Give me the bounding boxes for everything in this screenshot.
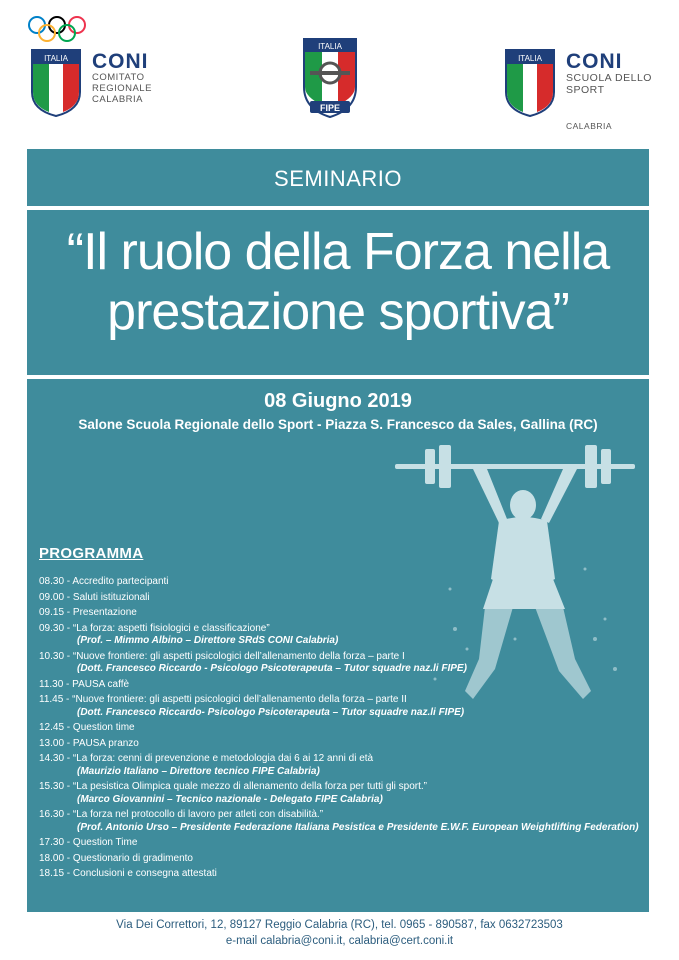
coni-scuola-shield-icon xyxy=(504,48,556,118)
seminario-label: SEMINARIO xyxy=(274,166,402,191)
program-item-time-title: 18.00 - Questionario di gradimento xyxy=(39,852,193,864)
program-item xyxy=(39,837,649,850)
coni-italia-shield-icon xyxy=(30,48,82,118)
program-item-speaker: (Dott. Francesco Riccardo- Psicologo Psicoterapeuta – Tutor squadre naz.li FIPE) xyxy=(77,706,465,718)
program-item-speaker: (Prof. – Mimmo Albino – Direttore SRdS CONI Calabria) xyxy=(77,635,339,646)
footer-address: Via Dei Correttori, 12, 89127 Reggio Calabria (RC), tel. 0965 - 890587, fax 0632723503 xyxy=(116,919,563,931)
program-item xyxy=(39,853,649,866)
fipe-shield-bottom-text: FIPE xyxy=(319,103,341,113)
program-item-time-title: 10.30 - “Nuove frontiere: gli aspetti psicologici dell’allenamento della forza – parte I xyxy=(39,650,405,662)
seminar-title: “Il ruolo della Forza nella prestazione sportiva” xyxy=(66,223,610,341)
program-item-time-title: 09.15 - Presentazione xyxy=(39,607,137,618)
program-item-time-title: 11.30 - PAUSA caffè xyxy=(39,678,130,690)
program-item-speaker: (Marco Giovannini – Tecnico nazionale - Delegato FIPE Calabria) xyxy=(77,793,383,805)
program-item-time-title: 12.45 - Question time xyxy=(39,722,135,733)
program-item-time-title: 18.15 - Conclusioni e consegna attestati xyxy=(39,868,217,879)
coni-left-subtitle: COMITATO REGIONALE CALABRIA xyxy=(92,72,152,105)
program-list xyxy=(39,576,649,884)
program-item xyxy=(39,738,649,751)
coni-right-subtitle: SCUOLA DELLO SPORT xyxy=(566,72,652,96)
program-item-speaker: (Maurizio Italiano – Direttore tecnico FIPE Calabria) xyxy=(77,765,320,777)
footer-email: e-mail calabria@coni.it, calabria@cert.coni.it xyxy=(225,935,454,947)
program-item xyxy=(39,722,649,735)
program-item xyxy=(39,592,649,605)
program-item-time-title: 16.30 - “La forza nel protocollo di lavoro per atleti con disabilità.” xyxy=(39,809,324,820)
program-item xyxy=(39,651,649,676)
program-item-time-title: 14.30 - “La forza: cenni di prevenzione e metodologia dai 6 ai 12 anni di età xyxy=(39,753,374,764)
program-item-time-title: 13.00 - PAUSA pranzo xyxy=(39,737,139,749)
program-item-time-title: 15.30 - “La pesistica Olimpica quale mezzo di allenamento della forza per tutti gli sport.” xyxy=(39,781,427,792)
program-item xyxy=(39,679,649,692)
program-item-time-title: 09.30 - “La forza: aspetti fisiologici e classificazione” xyxy=(39,622,270,634)
event-date: 08 Giugno 2019 xyxy=(264,390,412,412)
coni-right-wordmark: CONI xyxy=(566,50,623,73)
olympic-rings-logo xyxy=(26,14,88,46)
title-band xyxy=(27,210,649,375)
program-item-speaker: (Dott. Francesco Riccardo - Psicologo Psicoterapeuta – Tutor squadre naz.li FIPE) xyxy=(77,663,467,674)
program-item-speaker: (Prof. Antonio Urso – Presidente Federazione Italiana Pesistica e Presidente E.W.F. European Weightlifting Federation) xyxy=(77,821,639,833)
program-item xyxy=(39,781,649,806)
program-item xyxy=(39,753,649,778)
program-item-time-title: 17.30 - Question Time xyxy=(39,837,138,848)
program-item xyxy=(39,694,649,719)
program-item xyxy=(39,607,649,620)
fipe-shield-top-text: ITALIA xyxy=(318,42,342,51)
program-item-time-title: 08.30 - Accredito partecipanti xyxy=(39,576,169,587)
program-item xyxy=(39,868,649,881)
main-band xyxy=(27,379,649,912)
seminario-band xyxy=(27,149,649,206)
event-venue: Salone Scuola Regionale dello Sport - Piazza S. Francesco da Sales, Gallina (RC) xyxy=(78,417,598,432)
program-item-time-title: 09.00 - Saluti istituzionali xyxy=(39,591,150,603)
program-item xyxy=(39,576,649,589)
coni-left-wordmark: CONI xyxy=(92,50,149,73)
programma-heading: PROGRAMMA xyxy=(39,545,144,562)
program-item xyxy=(39,623,649,648)
coni-right-shield-text: ITALIA xyxy=(518,54,542,63)
fipe-shield-logo xyxy=(300,35,360,120)
program-item xyxy=(39,809,649,834)
coni-left-shield-text: ITALIA xyxy=(44,54,68,63)
program-item-time-title: 11.45 - “Nuove frontiere: gli aspetti psicologici dell’allenamento della forza – parte II xyxy=(39,694,407,705)
coni-right-region: CALABRIA xyxy=(566,121,613,131)
